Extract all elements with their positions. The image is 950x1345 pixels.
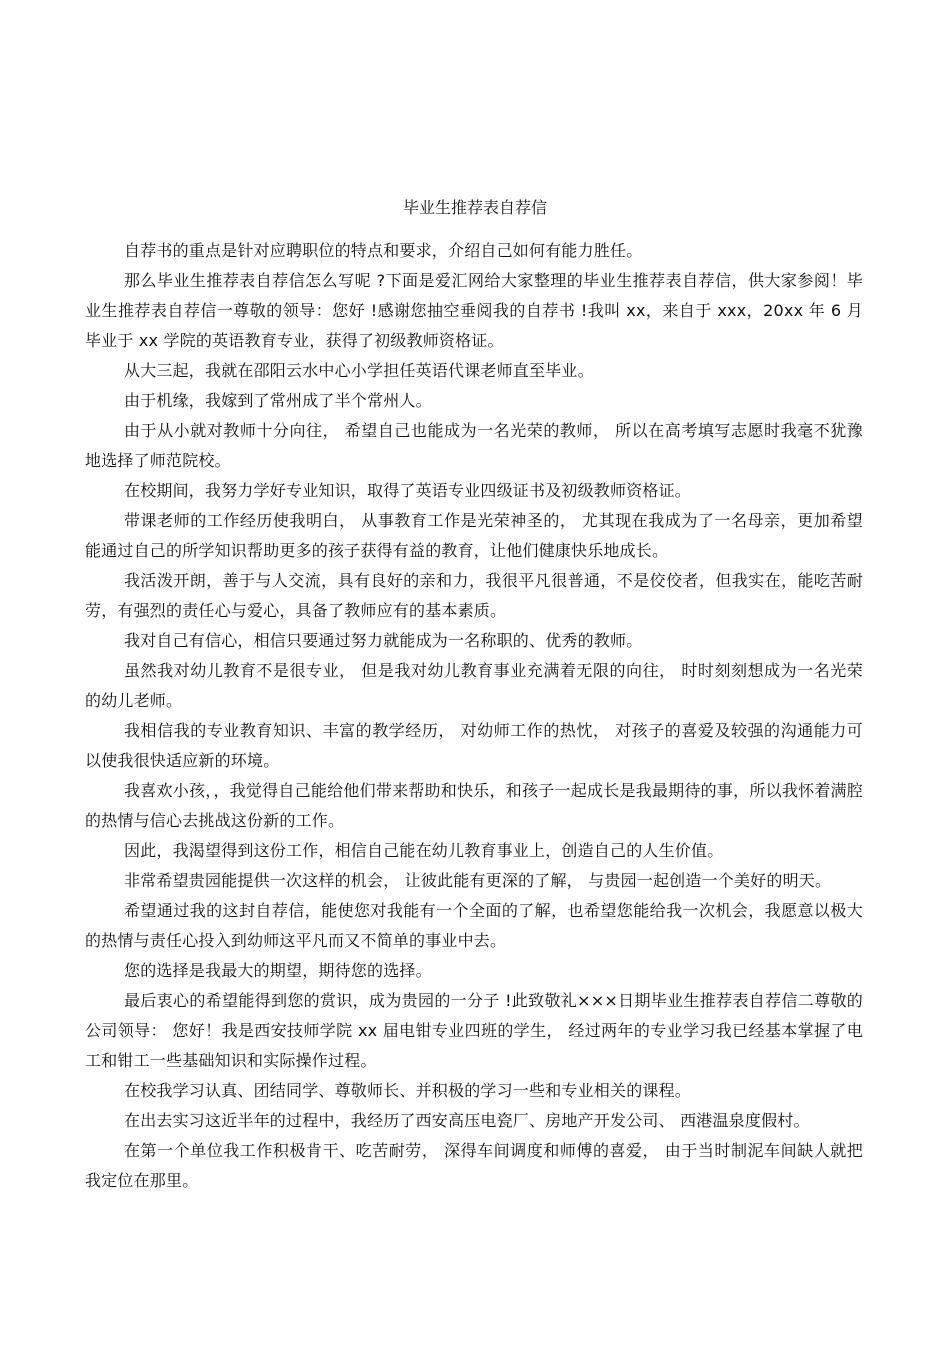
document-title: 毕业生推荐表自荐信 <box>402 198 547 217</box>
paragraph: 在校期间，我努力学好专业知识，取得了英语专业四级证书及初级教师资格证。 <box>124 481 692 500</box>
paragraph: 我喜欢小孩，，我觉得自己能给他们带来帮助和快乐，和孩子一起成长是我最期待的事，所以我怀着满腔的热情与信心去挑战这份新的工作。 <box>85 781 863 830</box>
paragraph: 虽然我对幼儿教育不是很专业， 但是我对幼儿教育事业充满着无限的向往， 时时刻刻想成为一名光荣的幼儿老师。 <box>85 661 863 710</box>
paragraph: 因此，我渴望得到这份工作，相信自己能在幼儿教育事业上，创造自己的人生价值。 <box>124 841 724 860</box>
paragraph: 在第一个单位我工作积极肯干、吃苦耐劳， 深得车间调度和师傅的喜爱， 由于当时制泥车间缺人就把我定位在那里。 <box>85 1141 863 1190</box>
paragraph: 自荐书的重点是针对应聘职位的特点和要求，介绍自己如何有能力胜任。 <box>124 241 643 260</box>
paragraph: 非常希望贵园能提供一次这样的机会， 让彼此能有更深的了解， 与贵园一起创造一个美好的明天。 <box>124 871 832 890</box>
paragraph: 由于从小就对教师十分向往， 希望自己也能成为一名光荣的教师， 所以在高考填写志愿时我毫不犹豫地选择了师范院校。 <box>85 421 863 470</box>
paragraph: 希望通过我的这封自荐信，能使您对我能有一个全面的了解，也希望您能给我一次机会，我愿意以极大的热情与责任心投入到幼师这平凡而又不简单的事业中去。 <box>85 901 863 950</box>
paragraph: 您的选择是我最大的期望，期待您的选择。 <box>124 961 432 980</box>
paragraph: 在校我学习认真、团结同学、尊敬师长、并积极的学习一些和专业相关的课程。 <box>124 1081 692 1100</box>
paragraph: 带课老师的工作经历使我明白， 从事教育工作是光荣神圣的， 尤其现在我成为了一名母亲，更加希望能通过自己的所学知识帮助更多的孩子获得有益的教育，让他们健康快乐地成长。 <box>85 511 863 560</box>
paragraph: 我相信我的专业教育知识、丰富的教学经历， 对幼师工作的热忱， 对孩子的喜爱及较强的沟通能力可以使我很快适应新的环境。 <box>85 721 863 770</box>
paragraph: 我对自己有信心，相信只要通过努力就能成为一名称职的、优秀的教师。 <box>124 631 643 650</box>
paragraph: 那么毕业生推荐表自荐信怎么写呢 ?下面是爱汇网给大家整理的毕业生推荐表自荐信，供大家参阅！毕业生推荐表自荐信一尊敬的领导：您好 !感谢您抽空垂阅我的自荐书 !我叫 xx，来自于 xxx，20xx 年 6 月毕业于 xx 学院的英语教育专业，获得了初级教师资格证。 <box>85 271 863 350</box>
paragraph: 我活泼开朗，善于与人交流，具有良好的亲和力，我很平凡很普通，不是佼佼者，但我实在，能吃苦耐劳，有强烈的责任心与爱心，具备了教师应有的基本素质。 <box>85 571 863 620</box>
document-body <box>85 236 863 1196</box>
paragraph: 由于机缘，我嫁到了常州成了半个常州人。 <box>124 391 432 410</box>
paragraph: 从大三起，我就在邵阳云水中心小学担任英语代课老师直至毕业。 <box>124 361 594 380</box>
paragraph: 在出去实习这近半年的过程中，我经历了西安高压电瓷厂、房地产开发公司、 西港温泉度假村。 <box>124 1111 810 1130</box>
paragraph: 最后衷心的希望能得到您的赏识，成为贵园的一分子 !此致敬礼×××日期毕业生推荐表自荐信二尊敬的公司领导： 您好！我是西安技师学院 xx 届电钳专业四班的学生， 经过两年的专业学习我已经基本掌握了电工和钳工一些基础知识和实际操作过程。 <box>85 991 863 1070</box>
